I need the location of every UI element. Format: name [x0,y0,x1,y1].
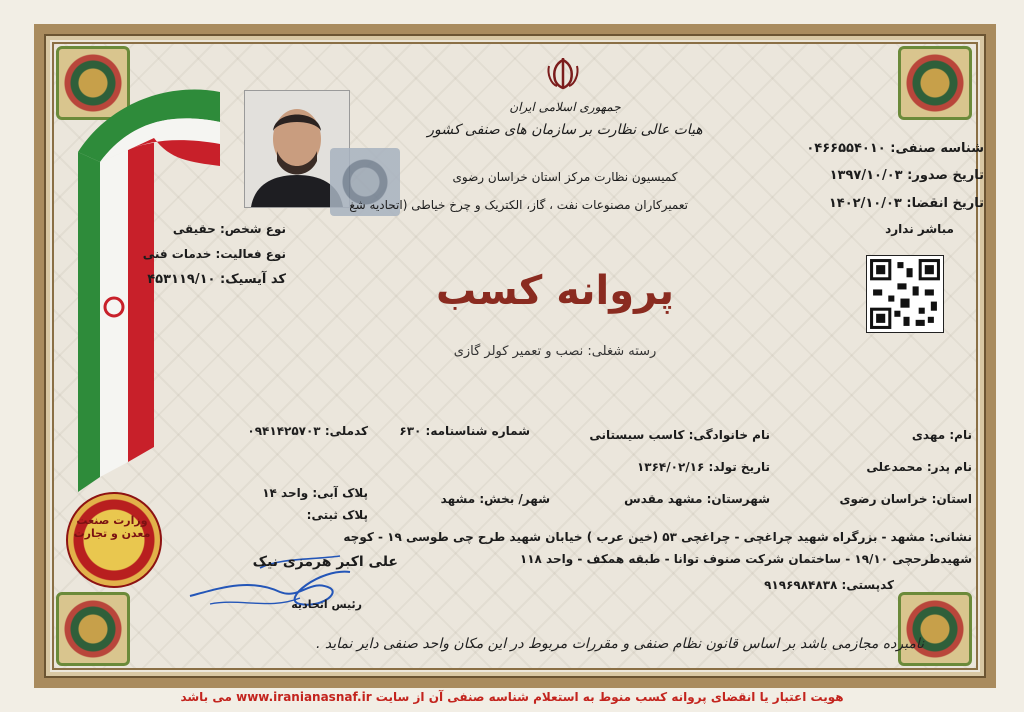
job-category: رسته شغلی: نصب و تعمیر کولر گازی [453,344,657,359]
person-type: نوع شخص: حقیقی [172,222,286,236]
expiry-date: تاریخ انقضا: ۱۴۰۲/۱۰/۰۳ [828,196,984,211]
province: استان: خراسان رضوی [839,492,972,506]
supervisor: مباشر ندارد [885,222,954,236]
legal-note: نامبرده مجازمی باشد بر اساس قانون نظام صنفی و مقررات مربوط در این مکان واحد صنفی دایر نماید . [315,636,924,652]
address-line-2: شهیدطرحچی ۱۹/۱۰ - ساختمان شرکت صنوف توانا - طبقه همکف - واحد ۱۱۸ [519,552,972,566]
license-title: پروانه کسب [436,268,674,314]
corner-ornament-bottom-right [898,592,972,666]
ministry-seal-icon [66,492,162,588]
iran-flag-ribbon-icon [70,82,220,502]
header-union: تعمیرکاران مصنوعات نفت ، گاز، الکتریک و چرخ خیاطی (اتحادیه شغ [349,198,688,212]
county: شهرستان: مشهد مقدس [624,492,770,506]
signatory-name: علی اکبر هرمزی نیک [252,554,398,570]
header-commission: کمیسیون نظارت مرکز استان خراسان رضوی [452,170,678,184]
postal-code: کدپستی: ۹۱۹۶۹۸۴۸۳۸ [764,578,894,592]
id-number: شماره شناسنامه: ۶۳۰ [399,424,530,438]
qr-code-icon [866,255,944,333]
corner-ornament-bottom-left [56,592,130,666]
holder-name: نام: مهدی [911,428,972,442]
signatory-role: رئیس اتحادیه [291,598,362,611]
city: شهر/ بخش: مشهد [440,492,550,506]
birth-date: تاریخ تولد: ۱۳۶۴/۰۲/۱۶ [636,460,770,474]
header-board: هیات عالی نظارت بر سازمان های صنفی کشور [427,122,703,138]
holder-family-name: نام خانوادگی: کاسب سیستانی [589,428,770,442]
father-name: نام پدر: محمدعلی [866,460,972,474]
footer-verification-note: هویت اعتبار یا انقضای پروانه کسب منوط به استعلام شناسه صنفی آن از سایت www.iranianasnaf.ir می باشد [180,690,844,704]
activity-type: نوع فعالیت: خدمات فنی [142,247,286,261]
seal-text: وزارت صنعت معدن و تجارت [73,514,151,540]
registered-plaque: پلاک ثبتی: [306,508,368,522]
blue-plaque: پلاک آبی: واحد ۱۴ [262,486,368,500]
address-line-1: نشانی: مشهد - بزرگراه شهید چراغچی - چراغچی ۵۳ (خین عرب ) خیابان شهید طرح چی طوسی ۱۹ - کوچه [343,530,972,544]
issue-date: تاریخ صدور: ۱۳۹۷/۱۰/۰۳ [829,168,984,183]
national-code: کدملی: ۰۹۴۱۴۲۵۷۰۳ [247,424,368,438]
union-id: شناسه صنفی: ۰۴۶۶۵۵۴۰۱۰ [806,141,984,156]
emblem-icon [545,56,581,90]
header-republic: جمهوری اسلامی ایران [509,100,621,114]
corner-ornament-top-right [898,46,972,120]
isic-code: کد آیسیک: ۴۵۳۱۱۹/۱۰ [147,272,286,287]
